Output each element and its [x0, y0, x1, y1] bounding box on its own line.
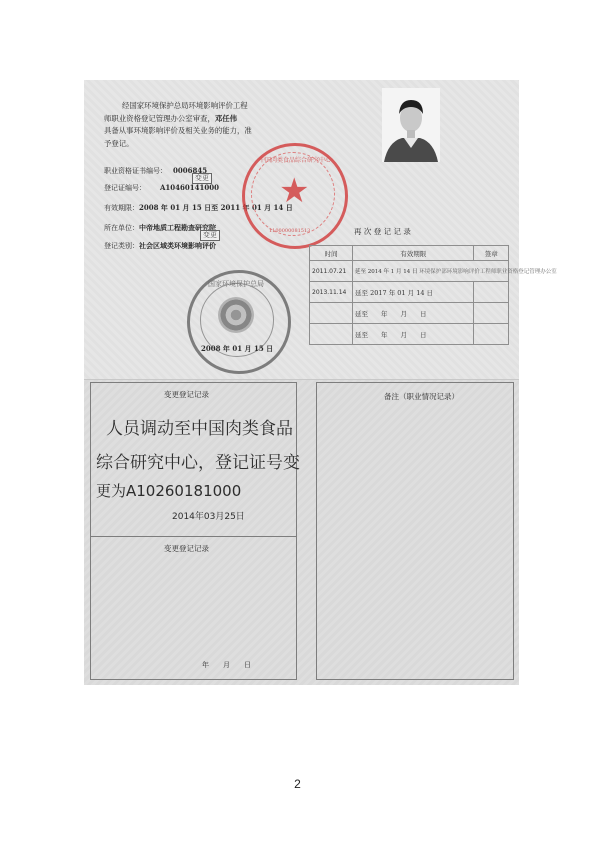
national-emblem-icon [218, 297, 254, 333]
re-registration-title: 再 次 登 记 记 录 [354, 227, 411, 236]
change-record-1-title: 变更登记记录 [164, 390, 209, 399]
scanned-certificate [84, 80, 557, 685]
header-term: 有效期限 [353, 246, 474, 261]
row-term: 延至 年 月 日 [353, 324, 474, 345]
registration-no: A10460141000 [160, 183, 220, 192]
re-registration-table [309, 245, 557, 345]
row-stamp: 环境保护部环境影响评价工程师职业资格登记管理办公室 [419, 269, 557, 275]
research-center-seal [242, 143, 348, 249]
qualification-no: 0006845 [173, 166, 208, 175]
holder-name: 邓任伟 [214, 113, 238, 123]
seal-issue-date: 2008 年 01 月 15 日 [201, 344, 274, 353]
registration-no-row: 登记证编号： A10460141000 [104, 183, 220, 192]
intro-line-2: 师职业资格登记管理办公室审查，邓任伟 [104, 113, 238, 123]
change-stamp-2: 变更 [200, 230, 220, 241]
seal-gray-text: 国家环境保护总局 [208, 280, 264, 288]
table-row [310, 282, 509, 303]
remarks-title: 备注（职业情况记录） [384, 392, 459, 401]
table-row [310, 324, 509, 345]
seal-red-number: 1100000081513 [269, 228, 311, 234]
row-stamp [474, 303, 509, 324]
validity-row: 有效期限：2008 年 01 月 15 日至 2011 年 01 月 14 日 [104, 203, 293, 212]
remarks-panel [316, 382, 514, 680]
row-date [310, 303, 353, 324]
table-row [310, 261, 509, 282]
intro-line-3: 具备从事环境影响评价及相关业务的能力，准 [104, 126, 252, 135]
category-row: 登记类别：社会区域类环境影响评价 [104, 241, 216, 250]
header-date: 时间 [310, 246, 353, 261]
table-header-row [310, 246, 509, 261]
table-row [310, 303, 509, 324]
handwritten-line-2: 综合研究中心，登记证号变 [96, 453, 300, 473]
employer-row: 所在单位：中帝地质工程勘查研究院 [104, 223, 216, 232]
change-stamp-1: 变更 [192, 173, 212, 184]
handwritten-date: 2014年03月25日 [172, 512, 245, 522]
intro-line-4: 予登记。 [104, 138, 134, 148]
page-number: 2 [294, 777, 301, 791]
change-record-2-date: 年 月 日 [202, 661, 251, 669]
registration-category: 社会区域类环境影响评价 [139, 241, 216, 250]
qualification-no-row: 职业资格证书编号： 0006845 [104, 166, 208, 175]
seal-red-text: 中国肉类食品综合研究中心 [259, 157, 332, 164]
certificate-top-page [84, 80, 557, 380]
environmental-protection-seal [187, 270, 291, 374]
employer: 中帝地质工程勘查研究院 [139, 223, 216, 232]
certificate-intro [104, 100, 304, 150]
row-date: 2011.07.21 [310, 261, 353, 282]
handwritten-line-3: 更为A10260181000 [96, 482, 242, 500]
seal-star-icon: ★ [279, 171, 310, 211]
validity-period: 2008 年 01 月 15 日至 2011 年 01 月 14 日 [139, 203, 293, 212]
row-stamp [474, 324, 509, 345]
holder-photo [382, 88, 440, 162]
intro-line-1: 经国家环境保护总局环境影响评价工程 [122, 101, 248, 110]
row-date [310, 324, 353, 345]
handwritten-line-1: 人员调动至中国肉类食品 [106, 419, 293, 439]
header-stamp: 签章 [474, 246, 509, 261]
certificate-bottom-page [84, 380, 519, 685]
row-term: 延至 2017 年 01 月 14 日 [353, 282, 474, 303]
row-term: 延至 年 月 日 [353, 303, 474, 324]
row-date: 2013.11.14 [310, 282, 353, 303]
change-record-2-title: 变更登记记录 [164, 544, 209, 553]
row-stamp [474, 282, 509, 303]
row-term: 延至 2014 年 1 月 14 日 环境保护部环境影响评价工程师职业资格登记管理办公室 [353, 261, 509, 282]
